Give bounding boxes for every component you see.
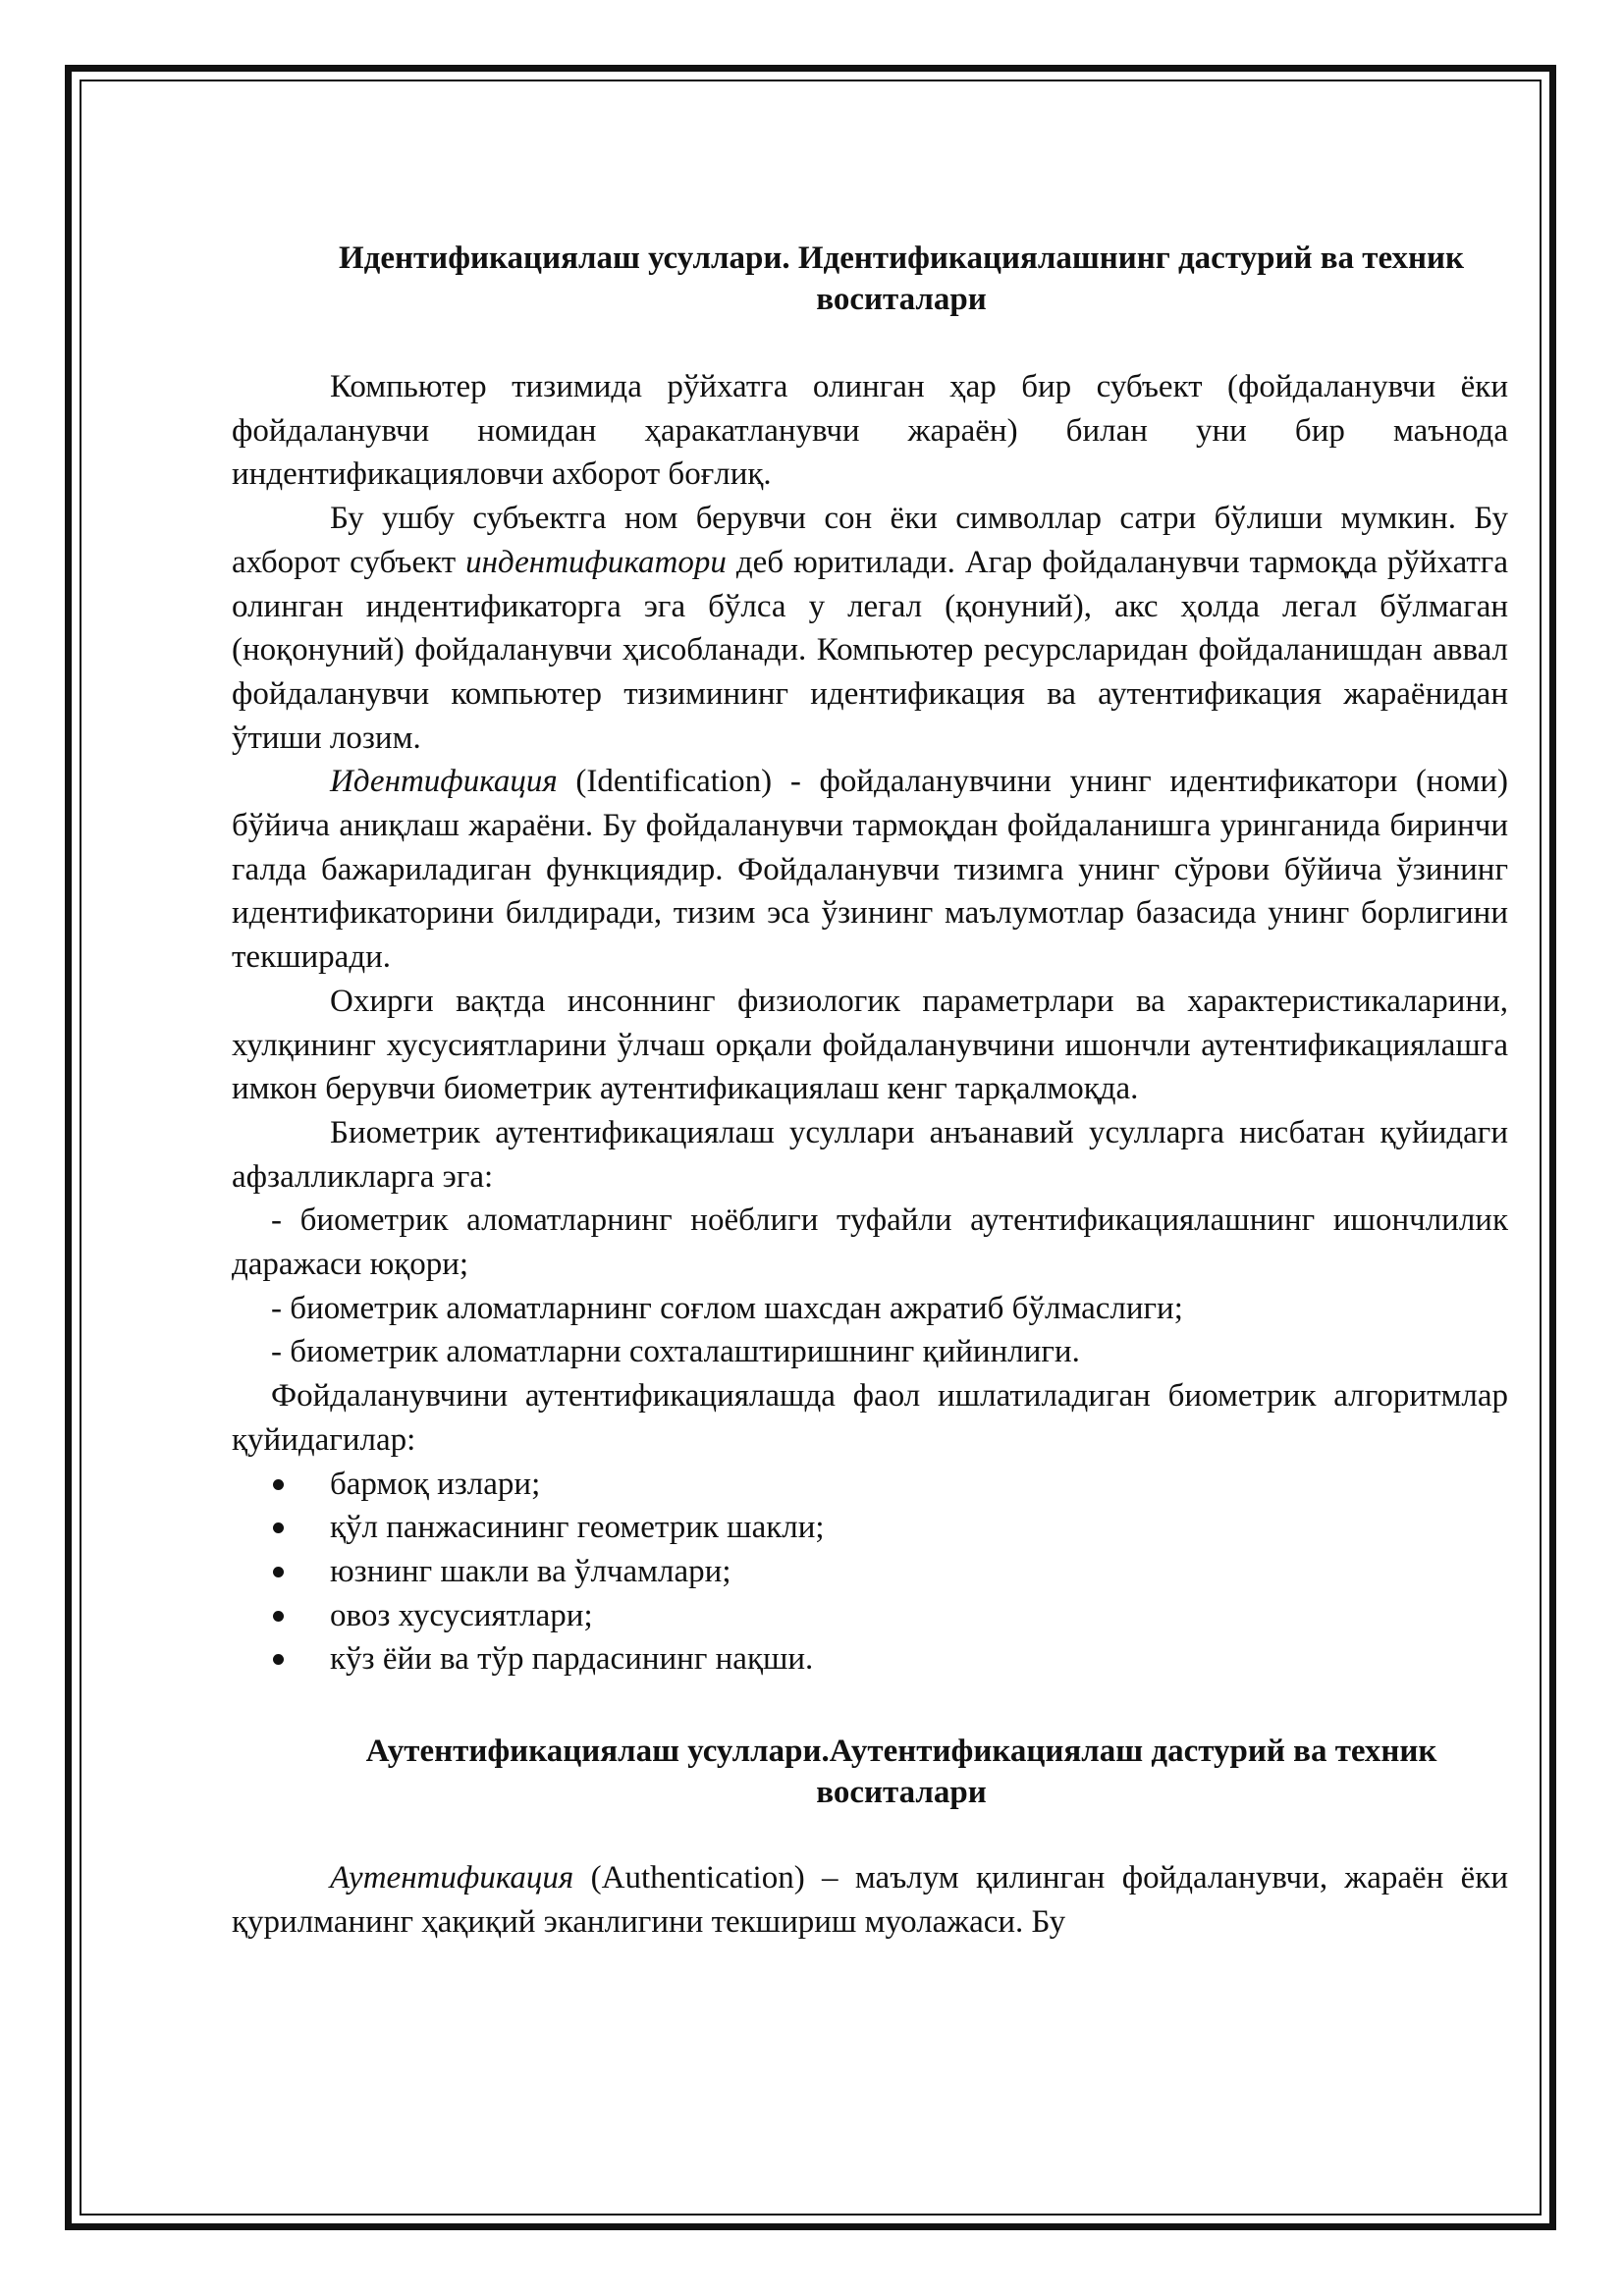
paragraph-2-text: Бу ушбу субъектга ном берувчи сон ёки символлар сатри бўлиши мумкин. Бу ахборот субъект (232, 501, 1508, 580)
biometric-list (232, 1463, 1508, 1682)
dash-item: - биометрик аломатларнинг ноёблиги туфайли аутентификациялашнинг ишончлилик даражаси юқори; (232, 1202, 1508, 1283)
paragraph-3 (232, 760, 1508, 980)
term-identifier: индентификатори (465, 544, 727, 580)
list-item-text: овоз хусусиятлари; (330, 1597, 593, 1633)
paragraph-4: Охирги вақтда инсоннинг физиологик параметрлари ва характеристикаларини, хулқининг хусусиятларини ўлчаш орқали фойдаланувчини ишончли аутентификациялашга имкон берувчи биометрик аутентификациялаш кенг тарқалмоқда. (232, 983, 1508, 1107)
bullet-icon (273, 1522, 284, 1533)
paragraph-5: Биометрик аутентификациялаш усуллари анъанавий усулларга нисбатан қуйидаги афзалликларга эга: (232, 1114, 1508, 1195)
list-item (232, 1550, 1508, 1594)
paragraph-7 (232, 1856, 1508, 1944)
dash-item: - биометрик аломатларни сохталаштиришнинг қийинлиги. (271, 1334, 1080, 1370)
bullet-icon (273, 1654, 284, 1665)
term-identification: Идентификация (330, 764, 558, 800)
document-body (232, 238, 1508, 1945)
paragraph-6: Фойдаланувчини аутентификациялашда фаол ишлатиладиган биометрик алгоритмлар қуйидагилар: (232, 1378, 1508, 1458)
paragraph-7-text: (Authentication) – маълум қилинган фойдаланувчи, жараён ёки қурилманинг ҳақиқий эканлигини текшириш муолажаси. Бу (232, 1860, 1508, 1940)
list-item (232, 1506, 1508, 1550)
list-item-text: кўз ёйи ва тўр пардасининг нақши. (330, 1641, 814, 1678)
list-item (232, 1594, 1508, 1638)
bullet-icon (273, 1611, 284, 1622)
list-item-text: юзнинг шакли ва ўлчамлари; (330, 1553, 731, 1589)
term-authentication: Аутентификация (330, 1860, 574, 1896)
section-heading-identification: Идентификациялаш усуллари. Идентификациялашнинг дастурий ва техник воситалари (338, 240, 1465, 317)
bullet-icon (273, 1567, 284, 1577)
list-item-text: бармоқ излари; (330, 1466, 541, 1502)
dash-item: - биометрик аломатларнинг соғлом шахсдан ажратиб бўлмаслиги; (271, 1290, 1183, 1326)
list-item (232, 1637, 1508, 1682)
section-heading-authentication: Аутентификациялаш усуллари.Аутентификациялаш дастурий ва техник воситалари (365, 1734, 1437, 1811)
paragraph-2-text-cont: деб юритилади. Агар фойдаланувчи тармоқда рўйхатга олинган индентификаторга эга бўлса у легал (қонуний), акс ҳолда легал бўлмаган (ноқонуний) фойдаланувчи ҳисобланади. Компьютер ресурсларидан фойдаланишдан аввал фойдаланувчи компьютер тизимининг идентификация ва аутентификация жараёнидан ўтиши лозим. (232, 544, 1508, 756)
paragraph-3-text: (Identification) - фойдаланувчини унинг идентификатори (номи) бўйича аниқлаш жараёни. Бу фойдаланувчи тармоқдан фойдаланишга уринганида биринчи галда бажариладиган функциядир. Фойдаланувчи тизимга унинг сўрови бўйича ўзининг идентификаторини билдиради, тизим эса ўзининг маълумотлар базасида унинг борлигини текширади. (232, 764, 1508, 976)
list-item-text: қўл панжасининг геометрик шакли; (330, 1510, 825, 1546)
list-item (232, 1463, 1508, 1507)
paragraph-2 (232, 497, 1508, 760)
bullet-icon (273, 1479, 284, 1490)
paragraph-1: Компьютер тизимида рўйхатга олинган ҳар бир субъект (фойдаланувчи ёки фойдаланувчи номидан ҳаракатланувчи жараён) билан уни бир маънода индентификацияловчи ахборот боғлиқ. (232, 369, 1508, 493)
